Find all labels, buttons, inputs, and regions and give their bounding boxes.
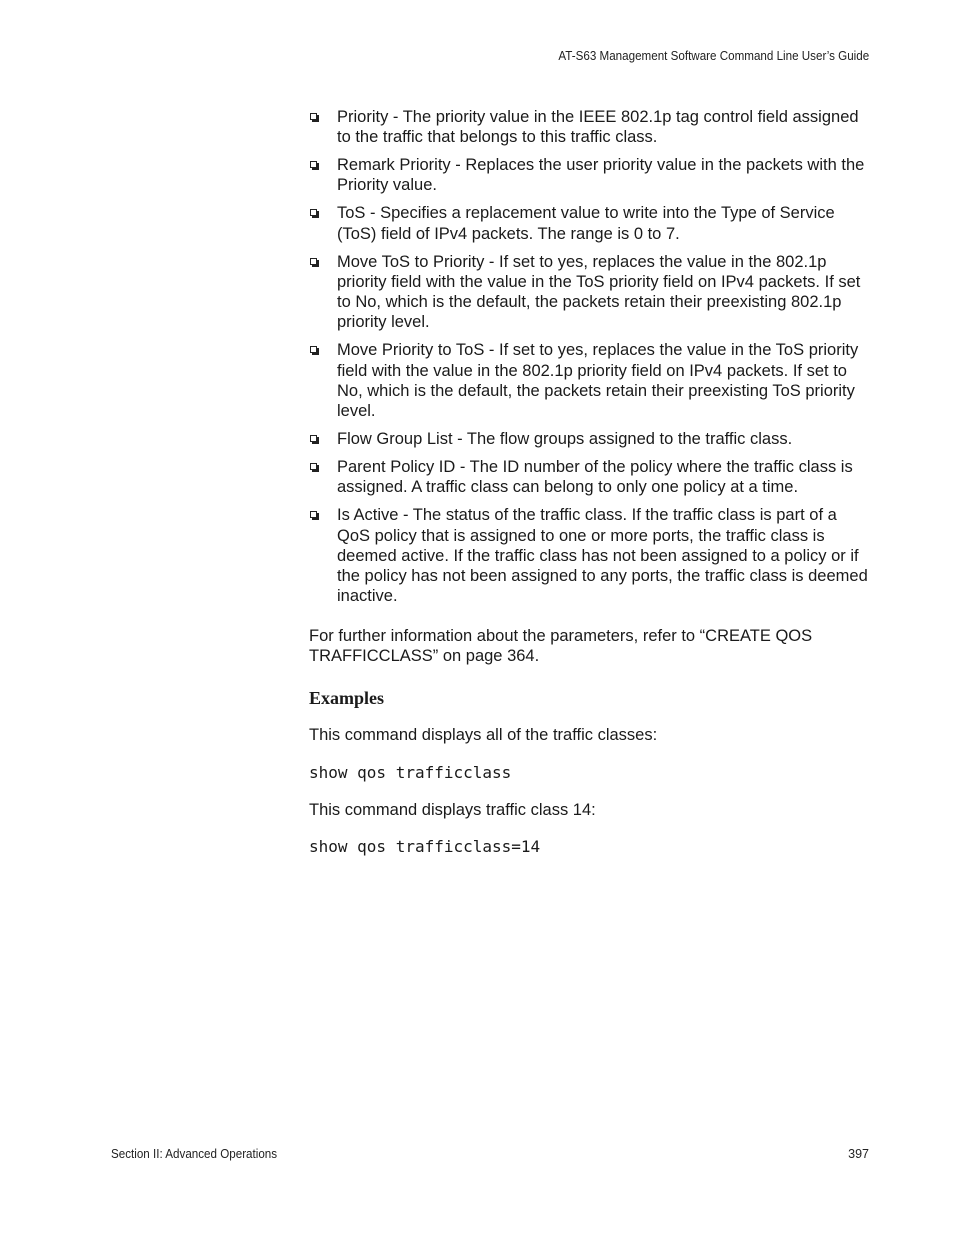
list-item-text: Flow Group List - The flow groups assigned to the traffic class. bbox=[337, 430, 793, 449]
square-bullet-icon bbox=[310, 113, 317, 120]
square-bullet-icon bbox=[310, 463, 317, 470]
list-item bbox=[309, 203, 874, 244]
list-item bbox=[309, 155, 874, 196]
list-item-text: ToS - Specifies a replacement value to write into the Type of Service (ToS) field of IPv4 packets. The range is 0 to 7. bbox=[337, 204, 835, 243]
list-item bbox=[309, 107, 874, 148]
square-bullet-icon bbox=[310, 511, 317, 518]
examples-heading: Examples bbox=[309, 688, 385, 709]
running-header: AT-S63 Management Software Command Line User’s Guide bbox=[558, 49, 869, 63]
list-item bbox=[309, 457, 874, 498]
footer-page-number: 397 bbox=[848, 1147, 869, 1161]
square-bullet-icon bbox=[310, 435, 317, 442]
further-info-paragraph: For further information about the parameters, refer to “CREATE QOS TRAFFICCLASS” on page 364. bbox=[309, 626, 813, 665]
parameter-list bbox=[309, 107, 874, 607]
list-item-text: Move Priority to ToS - If set to yes, replaces the value in the ToS priority field with the value in the 802.1p priority field on IPv4 packets. If set to No, which is the default, the packets retain their preexisting ToS priority level. bbox=[337, 341, 859, 421]
list-item bbox=[309, 505, 874, 606]
list-item bbox=[309, 340, 874, 421]
list-item bbox=[309, 429, 874, 449]
list-item-text: Priority - The priority value in the IEEE 802.1p tag control field assigned to the traffic that belongs to this traffic class. bbox=[337, 108, 859, 147]
footer-section-title: Section II: Advanced Operations bbox=[111, 1147, 278, 1161]
list-item-text: Move ToS to Priority - If set to yes, replaces the value in the 802.1p priority field with the value in the ToS priority field on IPv4 packets. If set to No, which is the default, the packets retain their preexisting 802.1p priority level. bbox=[337, 252, 861, 332]
list-item-text: Is Active - The status of the traffic class. If the traffic class is part of a QoS policy that is assigned to one or more ports, the traffic class is deemed active. If the traffic class has not been assigned to a policy or if the policy has not been assigned to any ports, the traffic class is deemed inactive. bbox=[337, 506, 868, 606]
example-command: show qos trafficclass=14 bbox=[309, 836, 541, 856]
example-command: show qos trafficclass bbox=[309, 762, 512, 782]
list-item-text: Remark Priority - Replaces the user priority value in the packets with the Priority value. bbox=[337, 156, 865, 195]
example-description: This command displays traffic class 14: bbox=[309, 800, 596, 819]
square-bullet-icon bbox=[310, 258, 317, 265]
list-item bbox=[309, 252, 874, 333]
page-body bbox=[309, 107, 874, 857]
square-bullet-icon bbox=[310, 209, 317, 216]
list-item-text: Parent Policy ID - The ID number of the policy where the traffic class is assigned. A traffic class can belong to only one policy at a time. bbox=[337, 458, 853, 497]
square-bullet-icon bbox=[310, 346, 317, 353]
example-description: This command displays all of the traffic classes: bbox=[309, 726, 658, 745]
square-bullet-icon bbox=[310, 161, 317, 168]
